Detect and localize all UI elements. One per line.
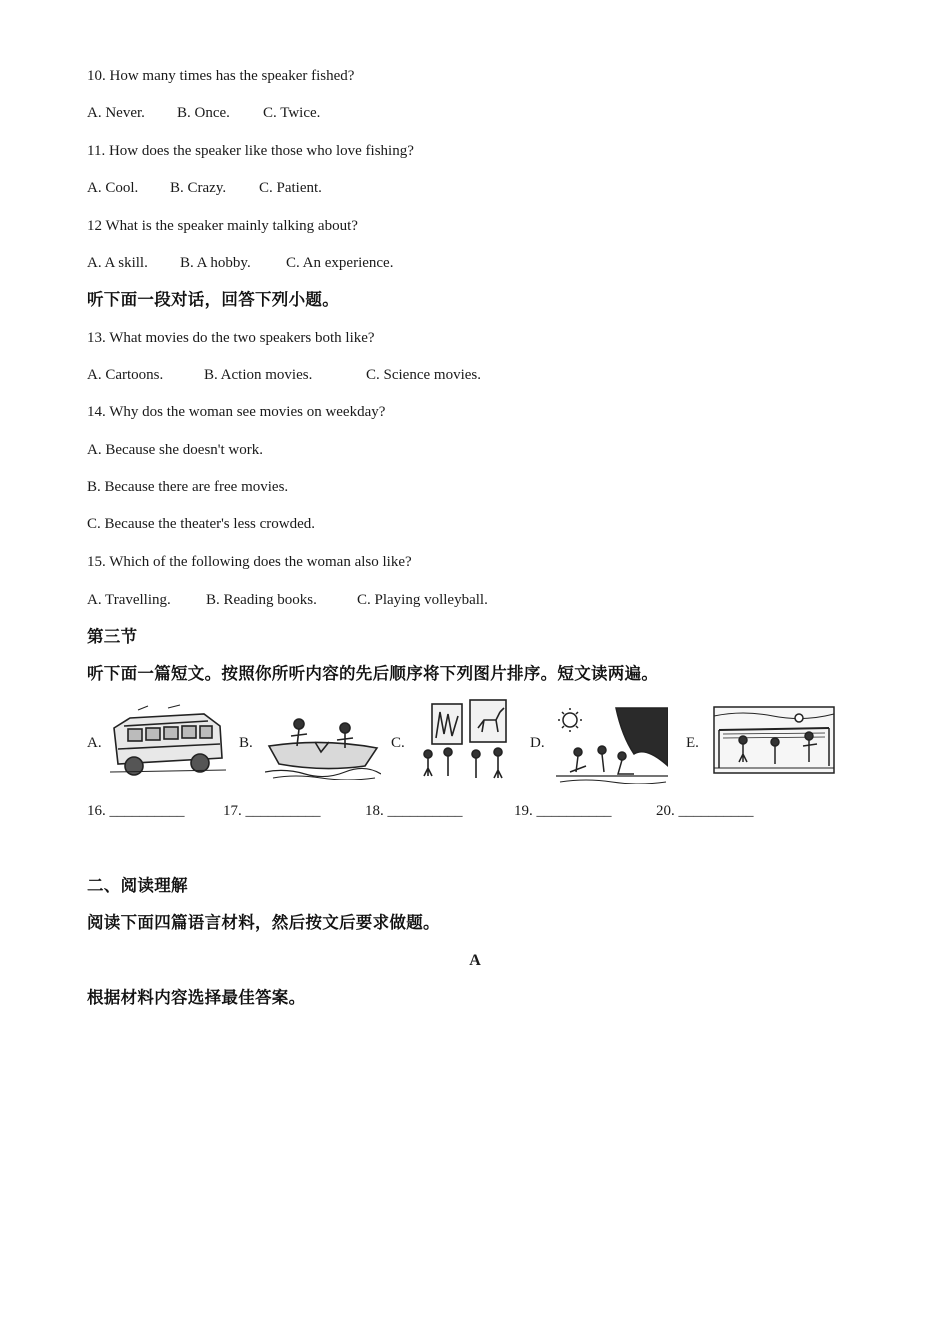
picture-label-d: D.	[530, 735, 545, 751]
q11-option-a: A. Cool.	[87, 180, 139, 196]
q13-option-c: C. Science movies.	[366, 367, 481, 383]
question-10: 10. How many times has the speaker fished?	[87, 68, 355, 84]
answer-blank-17: 17. __________	[223, 803, 321, 819]
answer-blank-19: 19. __________	[514, 803, 612, 819]
dialogue-instruction: 听下面一段对话，回答下列小题。	[87, 290, 339, 309]
reading-instruction: 阅读下面四篇语言材料，然后按文后要求做题。	[87, 913, 440, 932]
q11-option-c: C. Patient.	[259, 180, 322, 196]
q13-option-b: B. Action movies.	[204, 367, 313, 383]
q12-option-c: C. An experience.	[286, 255, 394, 271]
answer-blank-18: 18. __________	[365, 803, 463, 819]
q12-option-b: B. A hobby.	[180, 255, 251, 271]
section-3-instruction: 听下面一篇短文。按照你所听内容的先后顺序将下列图片排序。短文读两遍。	[87, 664, 659, 683]
q14-option-b: B. Because there are free movies.	[87, 479, 289, 495]
beach-icon	[556, 706, 668, 784]
picture-label-e: E.	[686, 735, 699, 751]
q14-option-c: C. Because the theater's less crowded.	[87, 516, 316, 532]
question-14: 14. Why dos the woman see movies on weekday?	[87, 404, 386, 420]
q11-option-b: B. Crazy.	[170, 180, 227, 196]
q12-option-a: A. A skill.	[87, 255, 148, 271]
picture-label-a: A.	[87, 735, 102, 751]
reading-sub-instruction: 根据材料内容选择最佳答案。	[87, 988, 306, 1007]
q15-option-b: B. Reading books.	[206, 592, 317, 608]
picture-label-c: C.	[391, 735, 405, 751]
question-12: 12 What is the speaker mainly talking about?	[87, 218, 358, 234]
question-15: 15. Which of the following does the woman also like?	[87, 554, 412, 570]
bus-icon	[108, 704, 226, 780]
q13-option-a: A. Cartoons.	[87, 367, 164, 383]
q14-option-a: A. Because she doesn't work.	[87, 442, 263, 458]
q10-option-a: A. Never.	[87, 105, 145, 121]
reading-part-title: 二、阅读理解	[87, 876, 188, 895]
museum-icon	[418, 698, 512, 784]
answer-blank-16: 16. __________	[87, 803, 185, 819]
picture-label-b: B.	[239, 735, 253, 751]
question-13: 13. What movies do the two speakers both like?	[87, 330, 375, 346]
q10-option-c: C. Twice.	[263, 105, 321, 121]
boat-icon	[265, 708, 381, 780]
q15-option-a: A. Travelling.	[87, 592, 171, 608]
volleyball-icon	[713, 706, 835, 776]
answer-blank-20: 20. __________	[656, 803, 754, 819]
section-3-heading: 第三节	[87, 627, 138, 646]
passage-letter: A	[469, 952, 481, 969]
q10-option-b: B. Once.	[177, 105, 230, 121]
question-11: 11. How does the speaker like those who love fishing?	[87, 143, 414, 159]
q15-option-c: C. Playing volleyball.	[357, 592, 488, 608]
